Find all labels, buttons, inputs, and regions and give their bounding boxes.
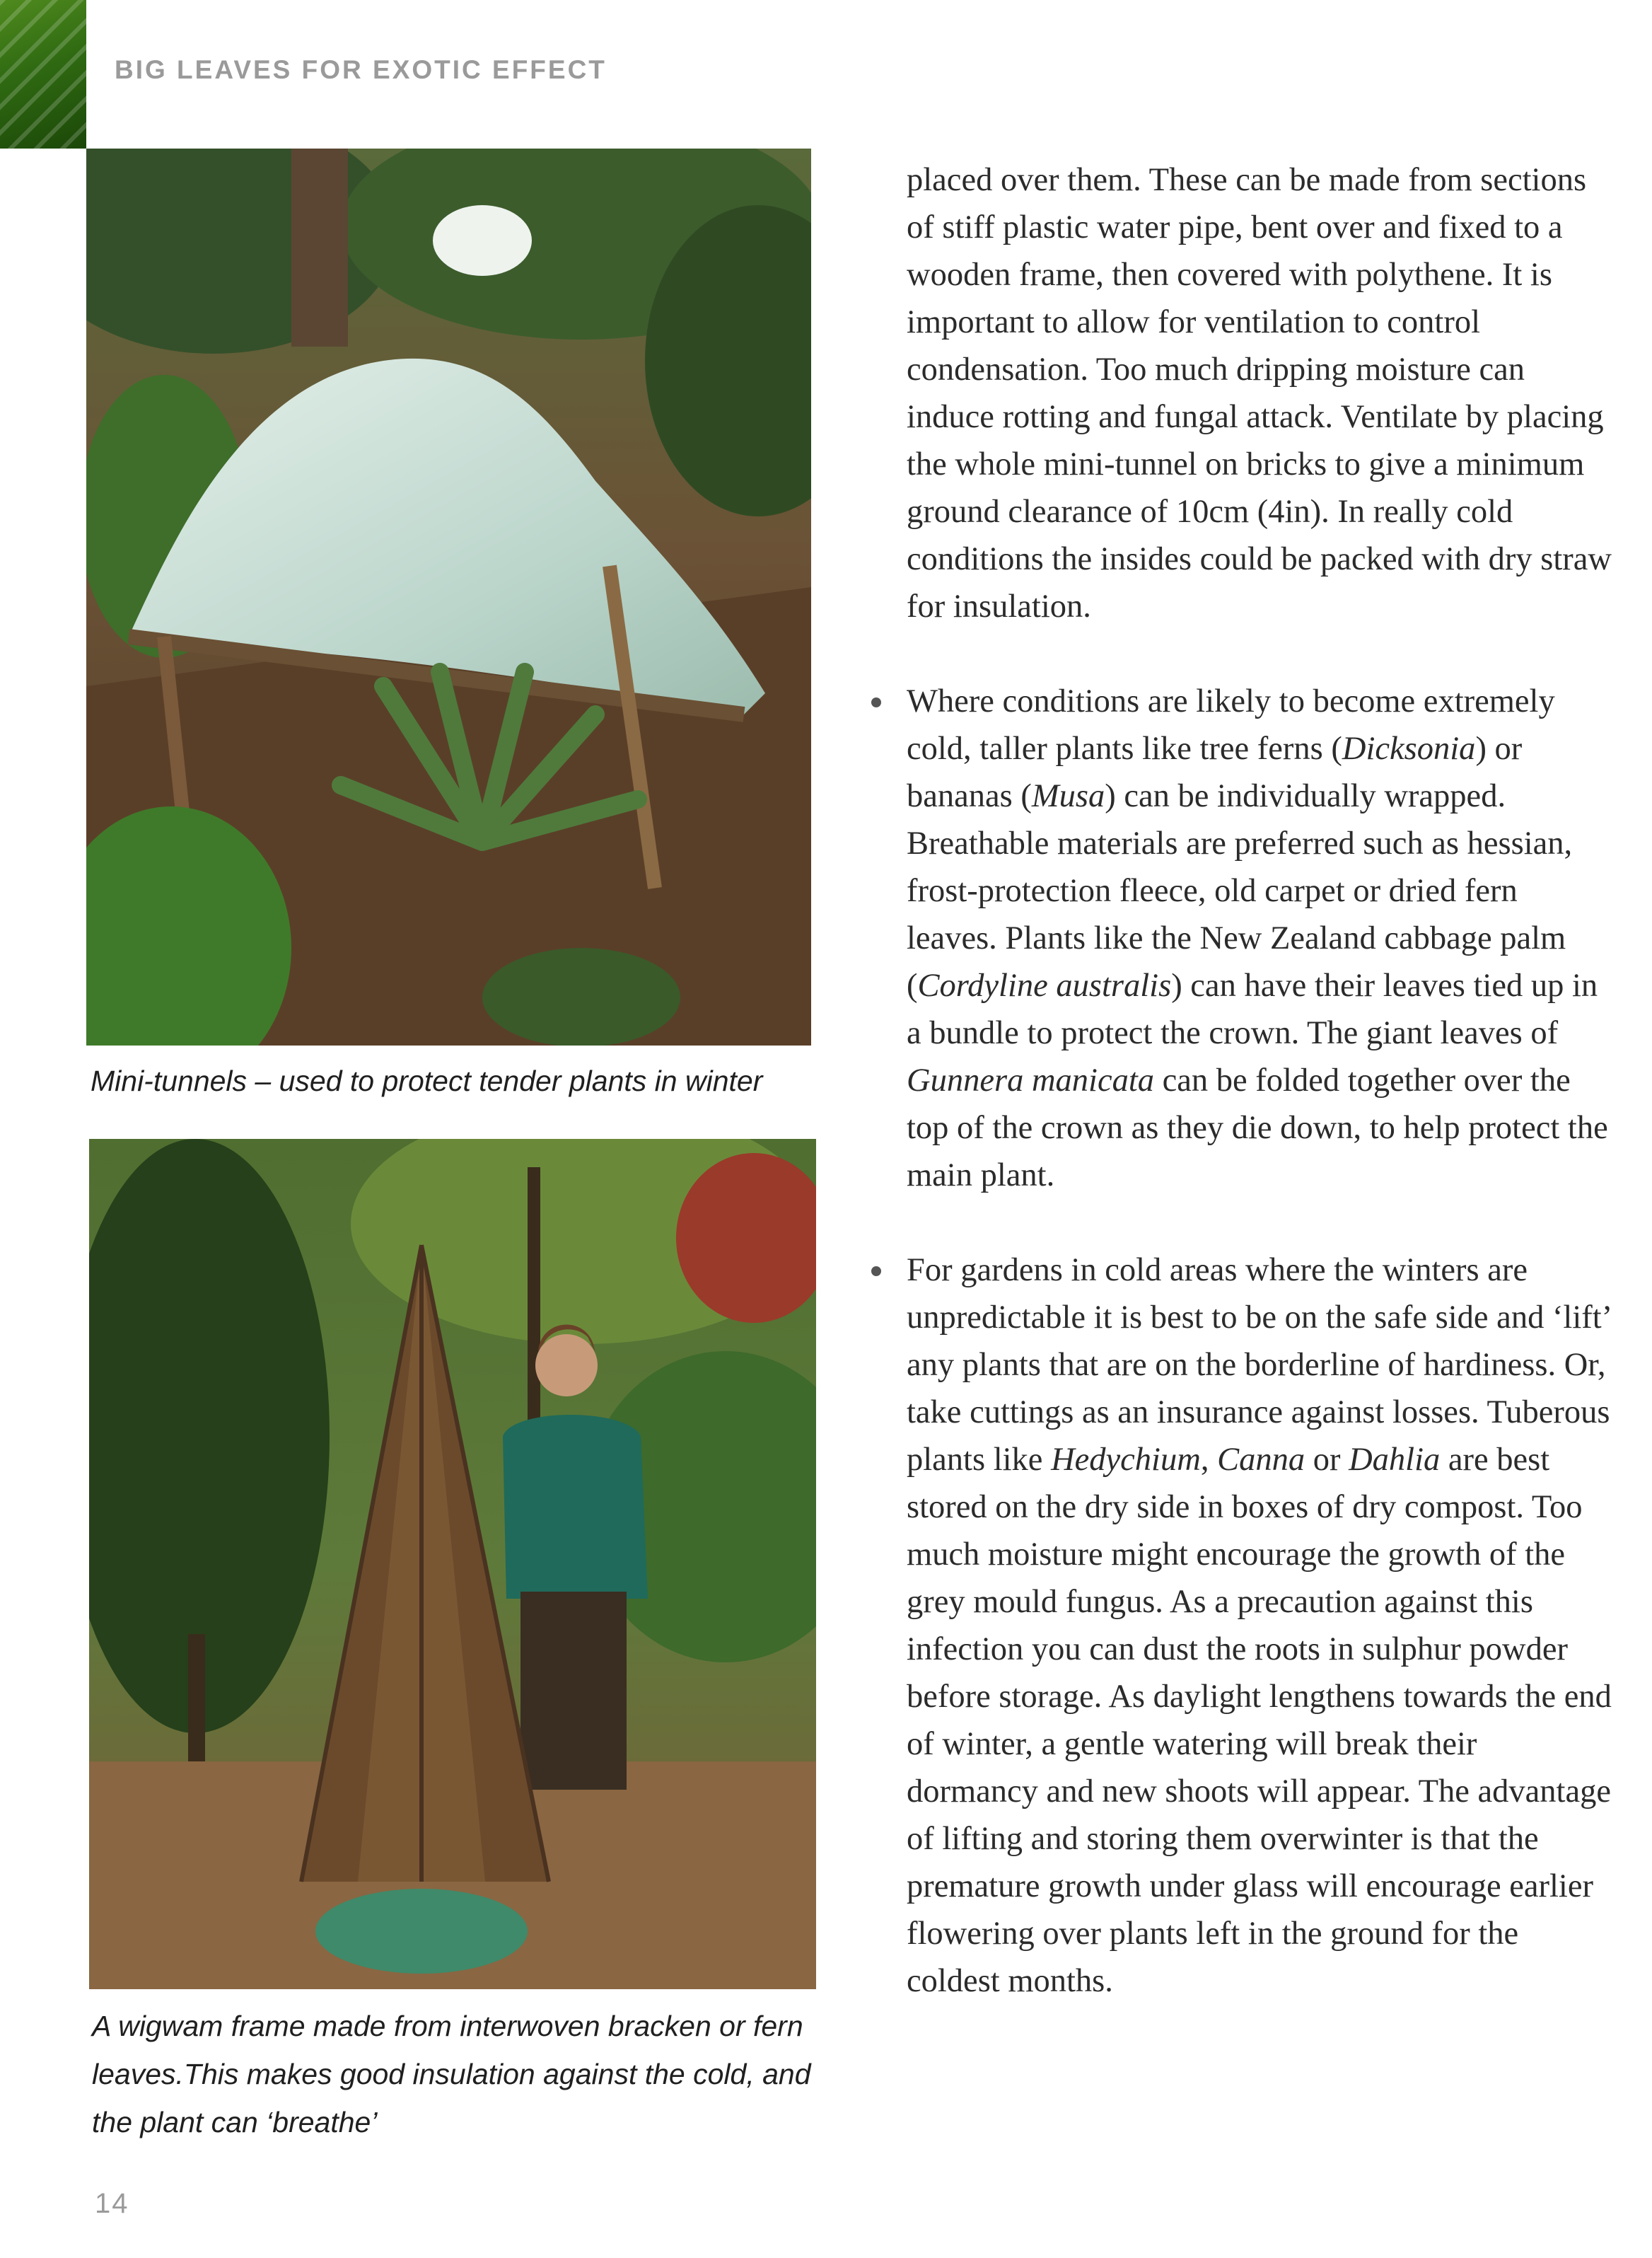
mini-tunnel-photo [86, 149, 811, 1046]
bullet-lifting-plants: For gardens in cold areas where the winters are unpredictable it is best to be on the safe side and ‘lift’ any plants that are on the borderline of hardiness. Or, take cuttings as an insurance against losses. Tuberous plants like Hedychium, Canna or Dahlia are best stored on the dry side in boxes of dry compost. Too much moisture might encourage the growth of the grey mould fungus. As a precaution against this infection you can dust the roots in sulphur powder before storage. As daylight lengthens towards the end of winter, a gentle watering will break their dormancy and new shoots will appear. The advantage of lifting and storing them overwinter is that the premature growth under glass will encourage earlier flowering over plants left in the ground for the coldest months. [907, 1246, 1614, 2005]
page-number: 14 [95, 2188, 129, 2219]
bullet-dot-icon [871, 697, 881, 707]
mini-tunnel-caption: Mini-tunnels – used to protect tender plants in winter [91, 1065, 763, 1097]
wigwam-caption: A wigwam frame made from interwoven bracken or fern leaves.This makes good insulation against the cold, and the plant can ‘breathe’ [92, 2010, 811, 2138]
paragraph-continued: placed over them. These can be made from sections of stiff plastic water pipe, bent over and fixed to a wooden frame, then covered with polythene. It is important to allow for ventilation to control condensation. Too much dripping moisture can induce rotting and fungal attack. Ventilate by placing the whole mini-tunnel on bricks to give a minimum ground clearance of 10cm (4in). In really cold conditions the insides could be packed with dry straw for insulation. [907, 162, 1612, 625]
wigwam-photo [89, 1139, 816, 1989]
bullet-dot-icon [871, 1266, 881, 1276]
bullet-wrapping-plants: Where conditions are likely to become extremely cold, taller plants like tree ferns (Dicksonia) or bananas (Musa) can be individually wrapped. Breathable materials are preferred such as hessian, frost-protection fleece, old carpet or dried fern leaves. Plants like the New Zealand cabbage palm (Cordyline australis) can have their leaves tied up in a bundle to protect the crown. The giant leaves of Gunnera manicata can be folded together over the top of the crown as they die down, to help protect the main plant. [907, 678, 1614, 1199]
body-text-column [907, 156, 1614, 2005]
corner-leaf-decoration [0, 0, 86, 149]
running-header: BIG LEAVES FOR EXOTIC EFFECT [115, 55, 607, 84]
